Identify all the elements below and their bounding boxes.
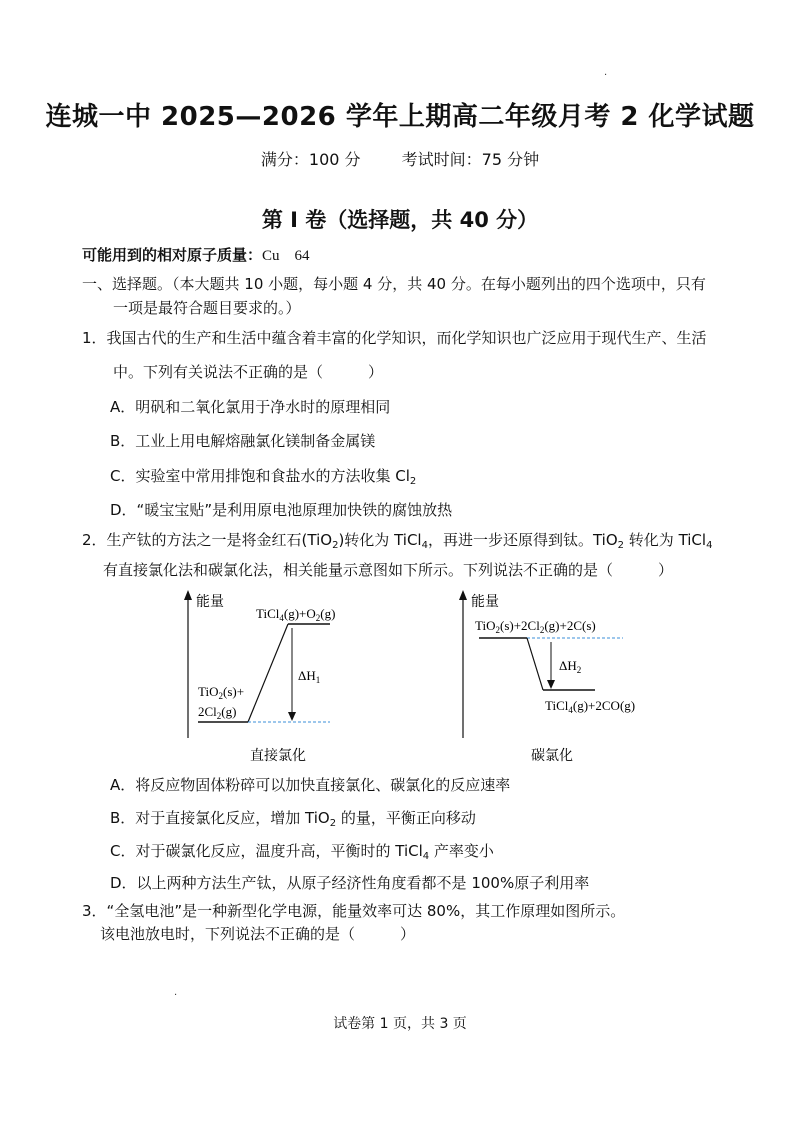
q2-option-c-part: C．对于碳氯化反应，温度升高，平衡时的 TiCl [110,842,423,860]
product-level-label: $TiCl_4(g)+O_2(g)$ [256,606,336,623]
product-level-label: TiCl$_4$(g)+2CO(g) [545,698,636,715]
q3-stem-line-2: 该电池放电时，下列说法不正确的是（ ） [100,925,416,943]
q1-option-b: B．工业上用电解熔融氯化镁制备金属镁 [110,432,376,450]
q2-stem-part: )转化为 TiCl [338,531,422,549]
delta-h-arrowhead [288,712,296,721]
energy-axis-label: 能量 [471,595,499,610]
q1-option-d: D．“暖宝宝贴”是利用原电池原理加快铁的腐蚀放热 [110,501,453,519]
atomic-mass-line [82,245,310,266]
diagram-caption: 碳氯化 [531,749,573,764]
axis-arrowhead [184,590,192,600]
q1-stem-line-1: 1．我国古代的生产和生活中蕴含着丰富的化学知识，而化学知识也广泛应用于现代生产、生活 [82,329,707,347]
delta-h-arrowhead [547,680,555,689]
reactant-label-line-2: $2Cl_2(g)$ [198,704,237,721]
scan-speck: · [174,990,178,1001]
delta-h2-label: $\Delta H_2$ [559,658,582,675]
subscript: 4 [706,540,713,551]
instructions-line-2: 一项是最符合题目要求的。） [113,299,301,317]
subscript: 2 [332,540,339,551]
q1-option-c [110,466,416,486]
transition-line [527,638,543,690]
q2-option-c [110,841,494,861]
page-footer: 试卷第 1 页，共 3 页 [333,1016,467,1032]
q2-stem-line-1 [82,530,712,550]
exam-info [0,147,800,170]
section-title: 第 I 卷（选择题，共 40 分） [261,208,539,232]
subscript: 2 [329,818,337,829]
reactant-label-line-1: TiO$_2$(s)+ [198,684,245,701]
q2-option-a: A．将反应物固体粉碎可以加快直接氯化、碳氯化的反应速率 [110,776,511,794]
full-score: 满分：100 分 [260,150,361,169]
atomic-mass-label: 可能用到的相对原子质量： [82,246,263,264]
delta-h1-label: $\Delta H_1$ [298,668,321,685]
q2-stem-line-2: 有直接氯化法和碳氯化法，相关能量示意图如下所示。下列说法不正确的是（ ） [103,561,674,579]
q1-option-a: A．明矾和二氧化氯用于净水时的原理相同 [110,398,391,416]
q2-option-b [110,808,476,828]
subscript: 2 [409,476,417,487]
subscript: 2 [617,540,625,551]
energy-axis-label: 能量 [196,595,224,610]
subscript: 4 [421,540,428,551]
q1-option-c-text: C．实验室中常用排饱和食盐水的方法收集 Cl [110,467,410,485]
page-title: 连城一中 2025—2026 学年上期高二年级月考 2 化学试题 [45,102,755,132]
axis-arrowhead [459,590,467,600]
reactant-level-label: $TiO_2(s)+2Cl_2(g)+2C(s)$ [475,618,596,635]
transition-line [248,624,288,722]
q2-stem-part: 2．生产钛的方法之一是将金红石(TiO [82,531,333,549]
direct-chlorination-diagram [180,588,380,773]
diagram-caption: 直接氯化 [250,749,306,764]
q2-option-d: D．以上两种方法生产钛，从原子经济性角度看都不是 100%原子利用率 [110,874,590,892]
q3-stem-line-1: 3．“全氢电池”是一种新型化学电源，能量效率可达 80%，其工作原理如图所示。 [82,902,626,920]
q2-option-b-part: B．对于直接氯化反应，增加 TiO [110,809,330,827]
q2-option-c-part: 产率变小 [429,842,494,860]
subscript: 4 [422,851,430,862]
q2-stem-part: 转化为 TiCl [624,531,707,549]
scan-speck: · [604,70,608,81]
atomic-mass-value: Cu 64 [262,248,310,264]
carbochlorination-diagram [455,588,675,773]
instructions-line-1: 一、选择题。（本大题共 10 小题，每小题 4 分，共 40 分。在每小题列出的四个选项中，只有 [82,275,706,293]
exam-time: 考试时间：75 分钟 [401,150,540,169]
q1-stem-line-2: 中。下列有关说法不正确的是（ ） [113,363,384,381]
q2-option-b-part: 的量，平衡正向移动 [336,809,476,827]
q2-stem-part: ，再进一步还原得到钛。TiO [427,531,618,549]
